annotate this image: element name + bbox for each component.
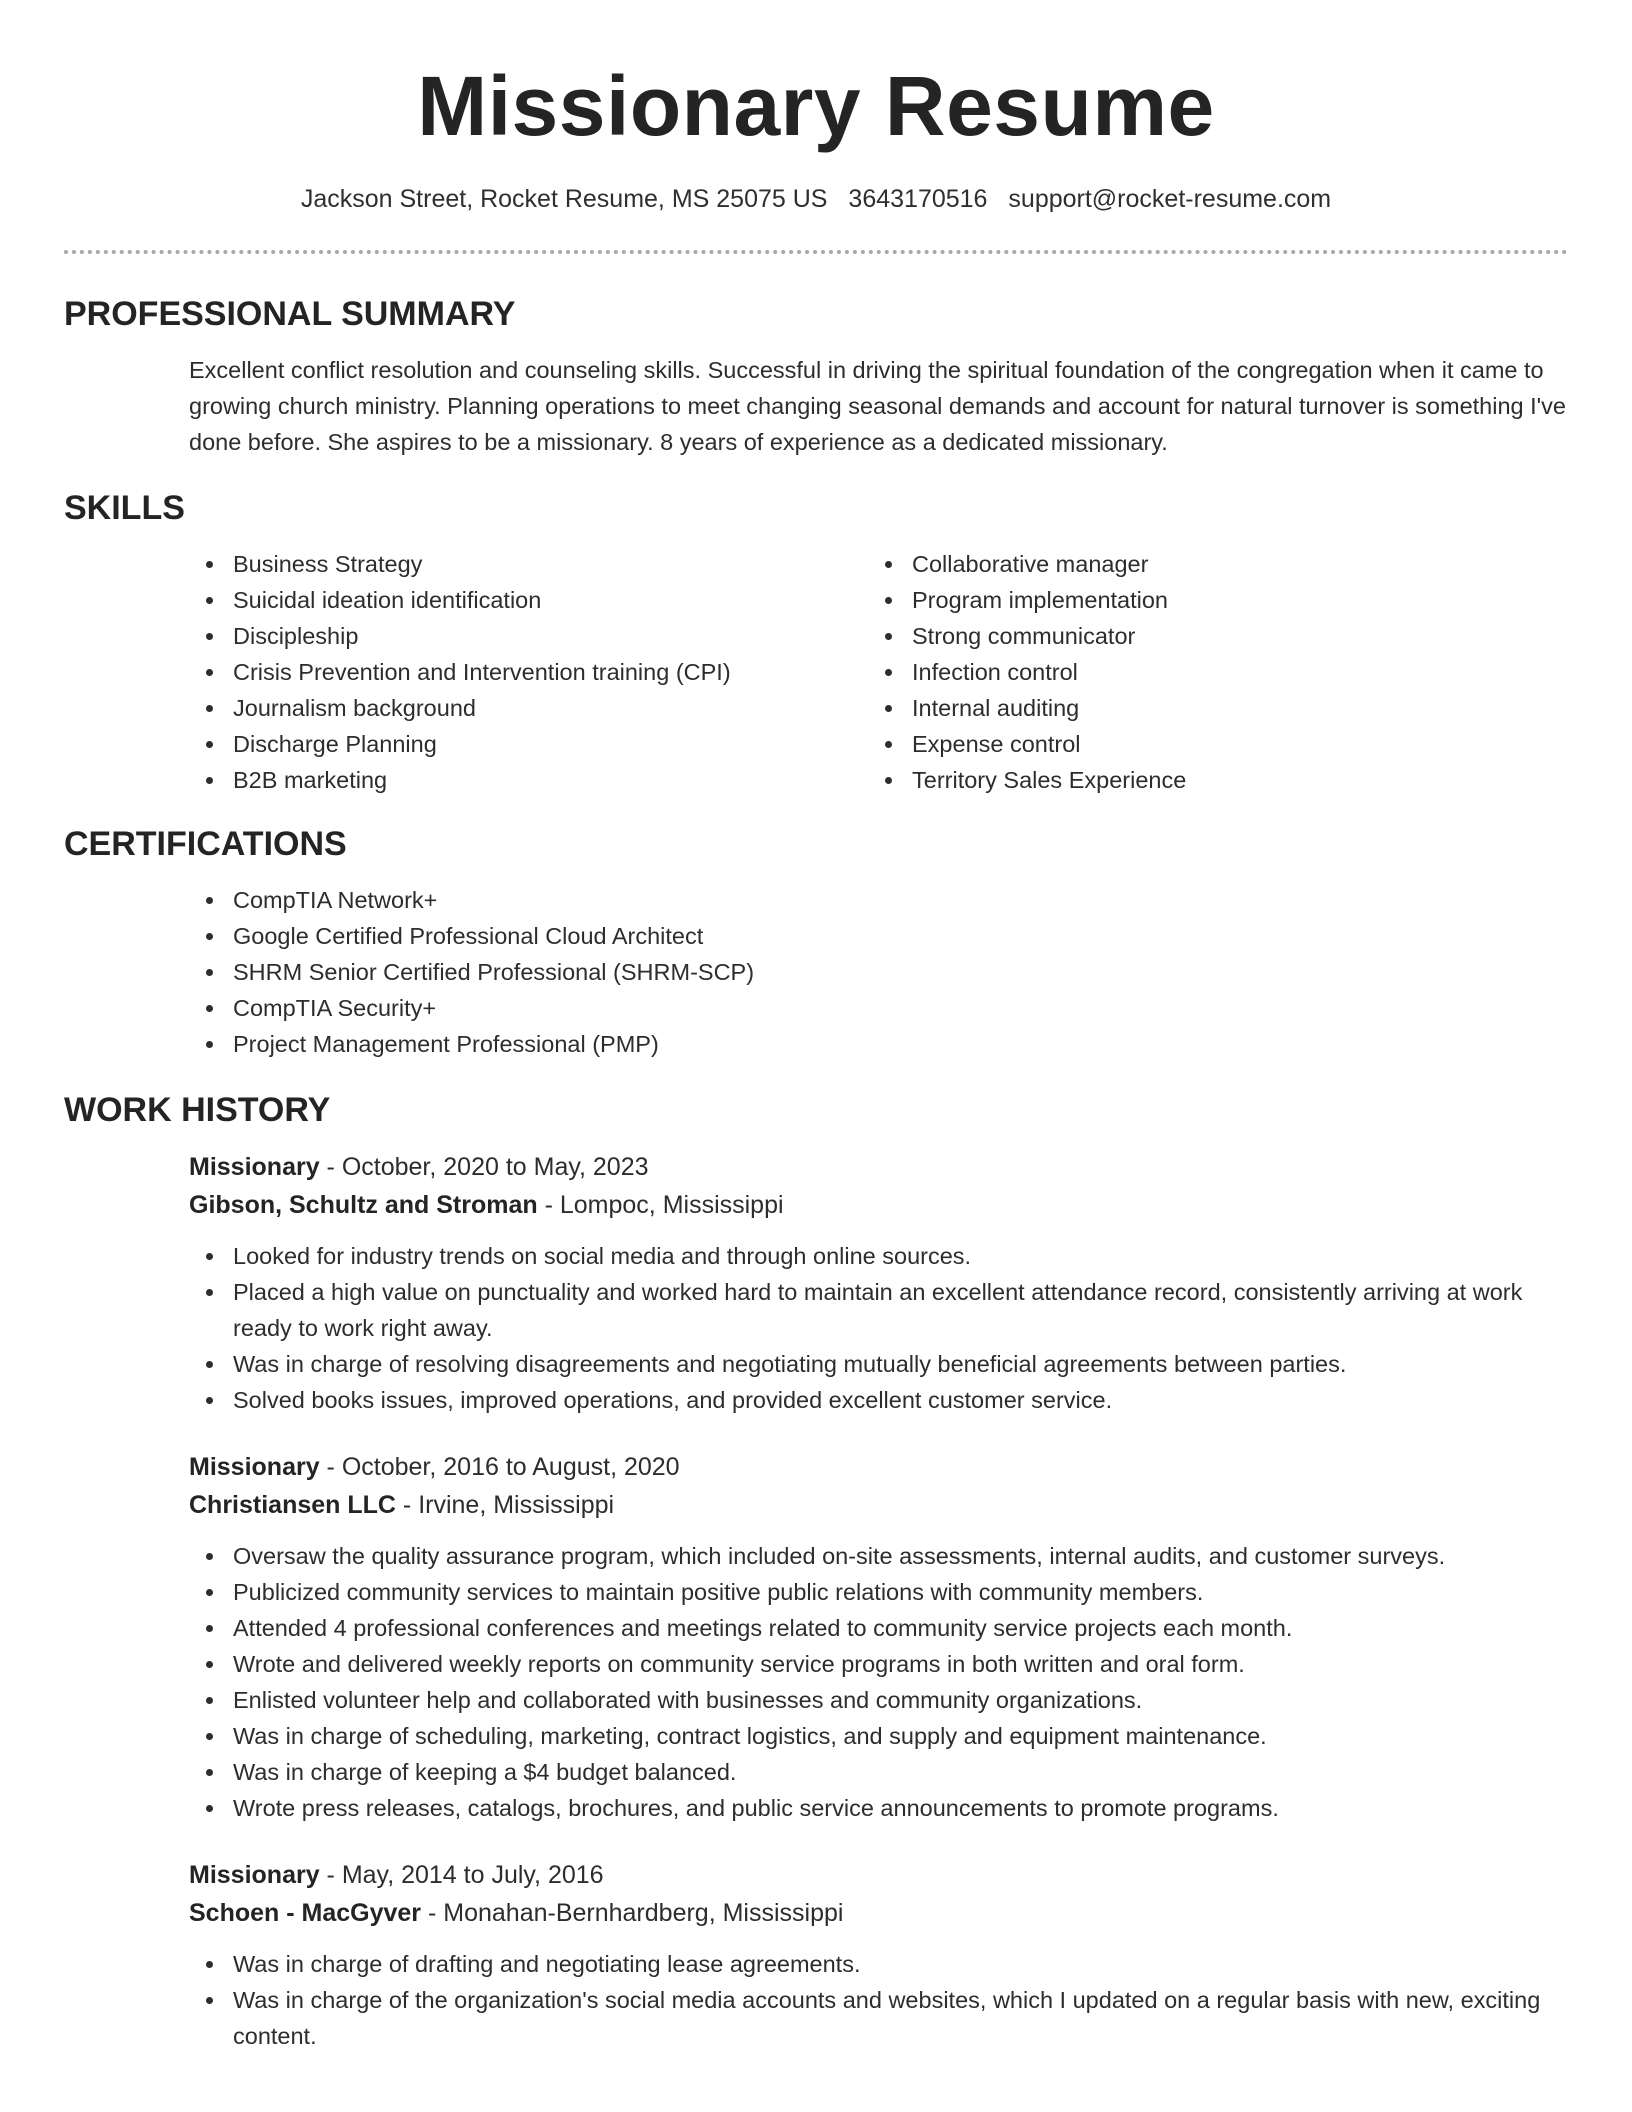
job-company-line xyxy=(189,1486,1568,1524)
resume-header xyxy=(64,0,1568,216)
skill-item: Internal auditing xyxy=(868,690,1547,726)
job-bullet: Oversaw the quality assurance program, which included on-site assessments, internal audits, and customer surveys. xyxy=(189,1538,1568,1574)
job-role: Missionary xyxy=(189,1861,320,1889)
skill-item: Discipleship xyxy=(189,618,868,654)
job-bullet: Enlisted volunteer help and collaborated with businesses and community organizations. xyxy=(189,1682,1568,1718)
skills-title: SKILLS xyxy=(64,489,185,527)
job-bullets xyxy=(189,1538,1568,1826)
job-bullet: Attended 4 professional conferences and meetings related to community service projects each month. xyxy=(189,1610,1568,1646)
job-dates: - October, 2020 to May, 2023 xyxy=(319,1153,649,1181)
skill-item: Program implementation xyxy=(868,582,1547,618)
certification-item: SHRM Senior Certified Professional (SHRM-SCP) xyxy=(189,954,1568,990)
job-dates: - October, 2016 to August, 2020 xyxy=(319,1453,680,1481)
certifications-list xyxy=(189,882,1568,1062)
skill-item: Collaborative manager xyxy=(868,546,1547,582)
skill-item: Business Strategy xyxy=(189,546,868,582)
job-bullet: Solved books issues, improved operations, and provided excellent customer service. xyxy=(189,1382,1568,1418)
skill-item: B2B marketing xyxy=(189,762,868,798)
job-bullet: Wrote and delivered weekly reports on community service programs in both written and oral form. xyxy=(189,1646,1568,1682)
skills-list-right xyxy=(868,546,1547,798)
job-title-line xyxy=(189,1856,1568,1894)
skill-item: Expense control xyxy=(868,726,1547,762)
job-role: Missionary xyxy=(189,1153,320,1181)
job-company: Schoen - MacGyver xyxy=(189,1899,422,1927)
summary-text: Excellent conflict resolution and counseling skills. Successful in driving the spiritual foundation of the congregation when it came to growing church ministry. Planning operations to meet changing seasonal demands and account for natural turnover is something I've done before. She aspires to be a missionary. 8 years of experience as a dedicated missionary. xyxy=(189,357,1566,455)
page-title: Missionary Resume xyxy=(417,59,1215,153)
job-entry xyxy=(189,1448,1568,1826)
certification-item: CompTIA Security+ xyxy=(189,990,1568,1026)
skill-item: Crisis Prevention and Intervention training (CPI) xyxy=(189,654,868,690)
skill-item: Suicidal ideation identification xyxy=(189,582,868,618)
job-company: Gibson, Schultz and Stroman xyxy=(189,1191,538,1219)
skill-item: Discharge Planning xyxy=(189,726,868,762)
job-dates: - May, 2014 to July, 2016 xyxy=(319,1861,604,1889)
skills-list-left xyxy=(189,546,868,798)
contact-email: support@rocket-resume.com xyxy=(1008,185,1332,213)
job-role: Missionary xyxy=(189,1453,320,1481)
job-company-line xyxy=(189,1186,1568,1224)
certification-item: Google Certified Professional Cloud Architect xyxy=(189,918,1568,954)
job-entry xyxy=(189,1856,1568,2054)
job-bullet: Was in charge of scheduling, marketing, contract logistics, and supply and equipment maintenance. xyxy=(189,1718,1568,1754)
job-bullet: Wrote press releases, catalogs, brochures, and public service announcements to promote programs. xyxy=(189,1790,1568,1826)
contact-address: Jackson Street, Rocket Resume, MS 25075 US xyxy=(300,185,828,213)
job-bullet: Was in charge of resolving disagreements and negotiating mutually beneficial agreements between parties. xyxy=(189,1346,1568,1382)
job-bullet: Looked for industry trends on social media and through online sources. xyxy=(189,1238,1568,1274)
summary-title: PROFESSIONAL SUMMARY xyxy=(64,295,516,333)
skill-item: Territory Sales Experience xyxy=(868,762,1547,798)
certification-item: CompTIA Network+ xyxy=(189,882,1568,918)
contact-line xyxy=(64,182,1568,216)
skill-item: Strong communicator xyxy=(868,618,1547,654)
job-location: - Irvine, Mississippi xyxy=(395,1491,615,1519)
job-bullet: Was in charge of the organization's social media accounts and websites, which I updated on a regular basis with new, exciting content. xyxy=(189,1982,1568,2054)
certifications-title: CERTIFICATIONS xyxy=(64,825,347,863)
certifications-section xyxy=(64,824,1568,1062)
header-divider xyxy=(64,250,1568,254)
contact-phone: 3643170516 xyxy=(848,185,988,213)
job-bullet: Was in charge of keeping a $4 budget balanced. xyxy=(189,1754,1568,1790)
skills-section xyxy=(64,488,1568,798)
certification-item: Project Management Professional (PMP) xyxy=(189,1026,1568,1062)
job-title-line xyxy=(189,1148,1568,1186)
job-bullet: Publicized community services to maintain positive public relations with community members. xyxy=(189,1574,1568,1610)
job-entry xyxy=(189,1148,1568,1418)
job-location: - Monahan-Bernhardberg, Mississippi xyxy=(421,1899,844,1927)
job-title-line xyxy=(189,1448,1568,1486)
work-history-title: WORK HISTORY xyxy=(64,1091,331,1129)
job-bullet: Placed a high value on punctuality and worked hard to maintain an excellent attendance record, consistently arriving at work ready to work right away. xyxy=(189,1274,1568,1346)
skill-item: Infection control xyxy=(868,654,1547,690)
summary-section xyxy=(64,294,1568,460)
skill-item: Journalism background xyxy=(189,690,868,726)
job-company: Christiansen LLC xyxy=(189,1491,396,1519)
job-company-line xyxy=(189,1894,1568,1932)
job-bullet: Was in charge of drafting and negotiating lease agreements. xyxy=(189,1946,1568,1982)
job-bullets xyxy=(189,1946,1568,2054)
job-bullets xyxy=(189,1238,1568,1418)
work-history-section xyxy=(64,1090,1568,2054)
job-location: - Lompoc, Mississippi xyxy=(537,1191,784,1219)
